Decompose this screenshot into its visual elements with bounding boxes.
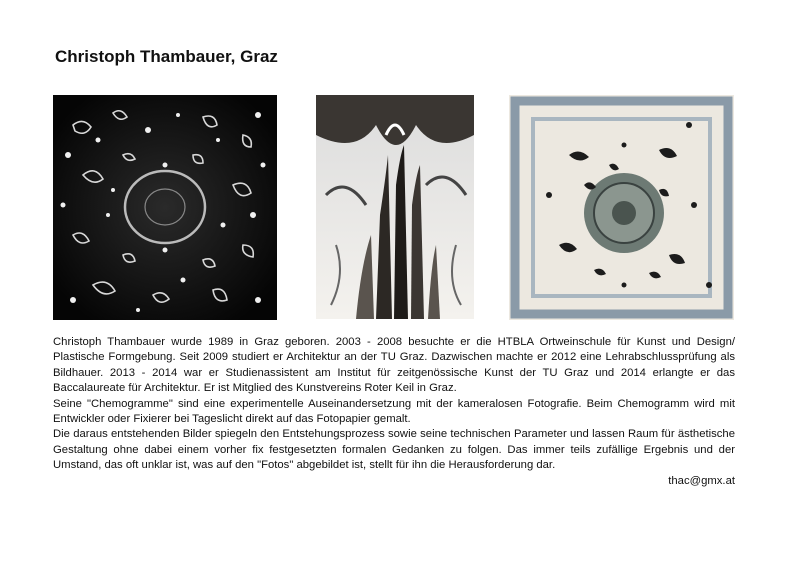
chemogram-vertical-flow-image	[316, 95, 474, 319]
bio-paragraph: Christoph Thambauer wurde 1989 in Graz geboren. 2003 - 2008 besuchte er die HTBLA Ortweinschule für Kunst und Design/ Plastische Formgebung. Seit 2009 studiert er Architektur an der TU Graz. Dazwischen machte er 2012 eine Lehrabschlussprüfung als Bildhauer. 2013 - 2014 war er Studienassistent am Institut für zeitgenössische Kunst der TU Graz und 2014 erlangte er das Baccalaureate für Architektur. Er ist Mitglied des Kunstvereins Roter Keil in Graz.	[53, 336, 735, 395]
bio-paragraph: Die daraus entstehenden Bilder spiegeln den Entstehungsprozess sowie seine technischen Parameter und lassen Raum für ästhetische Gestaltung ohne dabei einem vorher fix festgesetzten formalen Gedanken zu folgen. Das immer teils zufällige Ergebnis und der Umstand, das oft unklar ist, was auf den "Fotos" abgebildet ist, stellt für ihn die Herausforderung dar.	[53, 428, 735, 472]
contact-email: thac@gmx.at	[668, 474, 735, 487]
bio-paragraph: Seine "Chemogramme" sind eine experimentelle Auseinandersetzung mit der kameralosen Fotografie. Beim Chemogramm wird mit Entwickler oder Fixierer bei Tageslicht direkt auf das Fotopapier gemalt.	[53, 397, 735, 426]
page-title: Christoph Thambauer, Graz	[55, 47, 278, 66]
chemogram-framed-circle-image	[509, 95, 734, 320]
chemogram-dark-square-image	[53, 95, 277, 320]
artist-biography	[53, 335, 735, 489]
